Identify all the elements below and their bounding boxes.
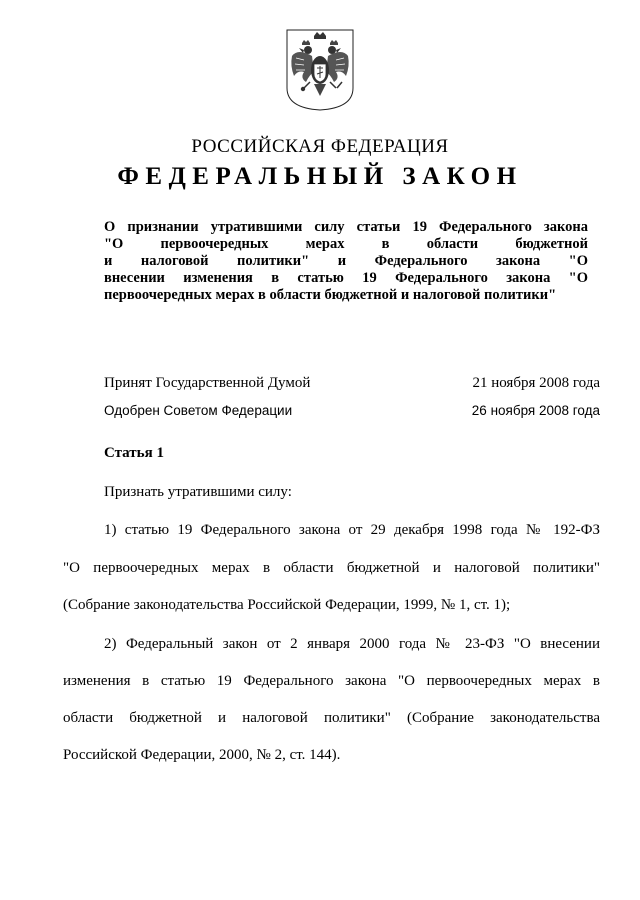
item-2-line: Российской Федерации, 2000, № 2, ст. 144).: [63, 747, 341, 763]
subject-line: первоочередных мерах в области бюджетной и налоговой политики": [104, 287, 557, 303]
item-2-line: 2) Федеральный закон от 2 января 2000 года № 23-ФЗ "О внесении: [104, 636, 600, 652]
double-headed-eagle-icon: [284, 26, 356, 112]
council-approval-row: [104, 403, 600, 423]
subject-line: "О первоочередных мерах в области бюджетной: [104, 236, 588, 252]
item-2-line: области бюджетной и налоговой политики" (Собрание законодательства: [63, 710, 600, 726]
coat-of-arms-emblem: [284, 26, 356, 112]
duma-adoption-label: Принят Государственной Думой: [104, 375, 311, 391]
law-type-title: ФЕДЕРАЛЬНЫЙ ЗАКОН: [117, 163, 523, 190]
subject-line: О признании утратившими силу статьи 19 Федерального закона: [104, 219, 588, 235]
country-name: РОССИЙСКАЯ ФЕДЕРАЦИЯ: [191, 136, 449, 157]
article-1-intro: Признать утратившими силу:: [104, 484, 292, 500]
duma-adoption-row: [104, 375, 600, 395]
duma-adoption-date: 21 ноября 2008 года: [472, 375, 600, 391]
article-1-heading: Статья 1: [104, 445, 164, 461]
subject-line: внесении изменения в статью 19 Федерального закона "О: [104, 270, 588, 286]
item-2-line: изменения в статью 19 Федерального закона "О первоочередных мерах в: [63, 673, 600, 689]
subject-line: и налоговой политики" и Федерального закона "О: [104, 253, 588, 269]
law-subject-title: [104, 219, 588, 304]
council-approval-label: Одобрен Советом Федерации: [104, 403, 293, 418]
item-1-line: (Собрание законодательства Российской Федерации, 1999, № 1, ст. 1);: [63, 597, 511, 613]
item-1-line: 1) статью 19 Федерального закона от 29 декабря 1998 года № 192-ФЗ: [104, 522, 600, 538]
council-approval-date: 26 ноября 2008 года: [471, 403, 600, 418]
item-1-line: "О первоочередных мерах в области бюджетной и налоговой политики": [63, 560, 600, 576]
